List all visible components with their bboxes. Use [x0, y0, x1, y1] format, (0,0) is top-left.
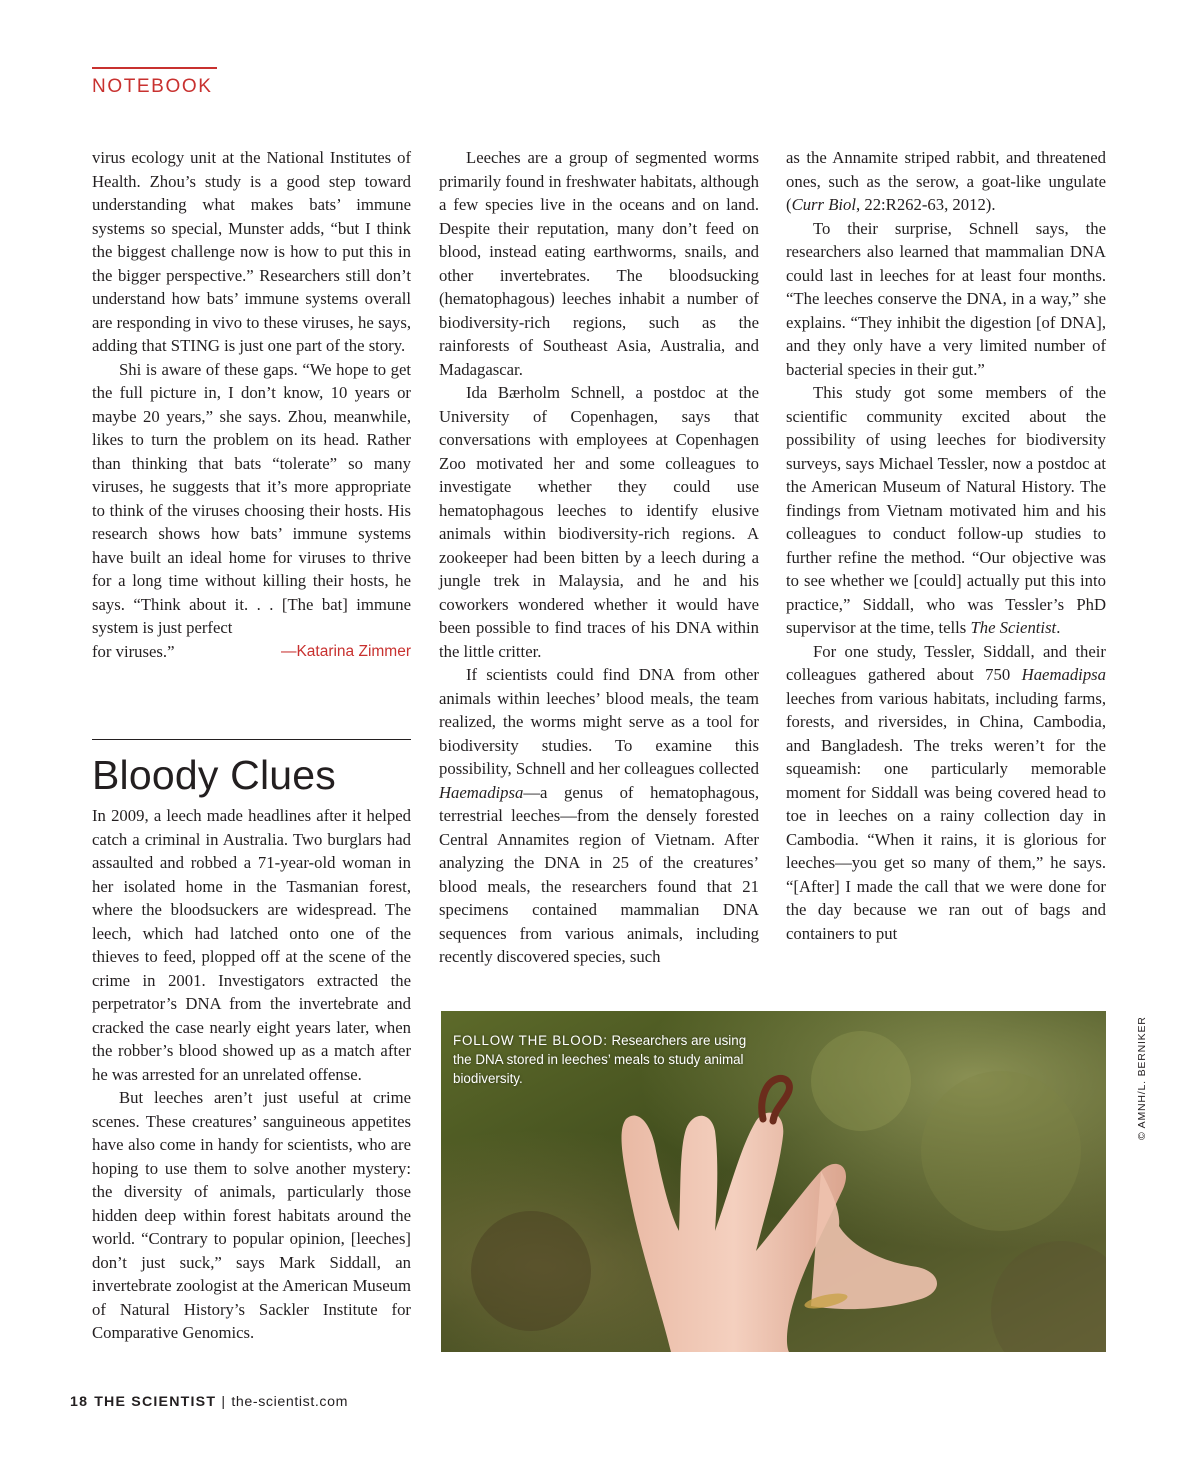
text-run: leeches from various habitats, including farms, forests, and riversides, in China, Cambodia, and Bangladesh. The treks weren’t for the squeamish: one particularly memorable moment for Siddall was being covered head to toe in leeches on a rainy collection day in Cambodia. “When it rains, it is glorious for leeches—you get so many of them,” he says. “[After] I made the call that we were done for the day because we ran out of bags and containers to put: [786, 688, 1106, 943]
page-footer: [70, 1394, 348, 1410]
text-run: This study got some members of the scientific community excited about the possibility of using leeches for biodiversity surveys, says Michael Tessler, now a postdoc at the American Museum of Natural History. The findings from Vietnam motivated him and his colleagues to conduct follow-up studies to further refine the method. “Our objective was to see whether we [could] actually put this into practice,” Siddall, who was Tessler’s PhD supervisor at the time, tells: [786, 383, 1106, 637]
text-run: .: [1056, 618, 1061, 637]
website-url: the-scientist.com: [231, 1394, 349, 1410]
publication-name: The Scientist: [970, 618, 1057, 637]
section-rule: [92, 67, 217, 69]
article-divider: [92, 739, 411, 740]
paragraph: But leeches aren’t just useful at crime scenes. These creatures’ sanguineous appetites have also come in handy for scientists, who are hoping to use them to solve another mystery: the diversity of animals, particularly those hidden deep within forest habitats around the world. “Contrary to popular opinion, [leeches] don’t just suck,” says Mark Siddall, an invertebrate zoologist at the American Museum of Natural History’s Sackler Institute for Comparative Genomics.: [92, 1088, 411, 1342]
paragraph: [786, 640, 1106, 946]
caption-heading: FOLLOW THE BLOOD:: [453, 1033, 608, 1048]
page-number: 18: [70, 1394, 89, 1410]
paragraph-end: for viruses.”: [92, 641, 175, 661]
author-byline: —Katarina Zimmer: [280, 642, 411, 660]
text-run: —a genus of hematophagous, terrestrial leeches—from the densely forested Central Annamites region of Vietnam. After analyzing the DNA in 25 of the creatures’ blood meals, the researchers found that 21 specimens contained mammalian DNA sequences from various animals, including recently discovered species, such: [439, 782, 759, 966]
section-label: NOTEBOOK: [92, 76, 213, 97]
text-run: , 22:R262-63, 2012).: [856, 195, 996, 214]
previous-article-column: [92, 146, 411, 663]
journal-name: Curr Biol: [791, 195, 857, 214]
text-run: For one study, Tessler, Siddall, and their colleagues gathered about 750: [786, 641, 1106, 684]
genus-name: Haemadipsa: [1021, 665, 1106, 684]
paragraph: Ida Bærholm Schnell, a postdoc at the University of Copenhagen, says that conversations with employees at Copenhagen Zoo motivated her and some colleagues to investigate whether they could use hematophagous leeches to identify elusive animals within biodiversity-rich regions. A zookeeper had been bitten by a leech during a jungle trek in Malaysia, and he and his coworkers wondered whether it would have been possible to find traces of his DNA within the little critter.: [439, 383, 759, 661]
article-headline: Bloody Clues: [92, 752, 336, 798]
paragraph: Leeches are a group of segmented worms primarily found in freshwater habitats, although a few species live in the oceans and on land. Despite their reputation, many don’t feed on blood, instead eating earthworms, snails, and other invertebrates. The bloodsucking (hematophagous) leeches inhabit a number of biodiversity-rich regions, such as the rainforests of Southeast Asia, Australia, and Madagascar.: [439, 148, 759, 379]
paragraph: Shi is aware of these gaps. “We hope to get the full picture in, I don’t know, 10 years or maybe 20 years,” she says. Zhou, meanwhile, likes to turn the problem on its head. Rather than thinking that bats “tolerate” so many viruses, he suggests that it’s more appropriate to think of the viruses choosing their hosts. His research shows how bats’ immune systems have built an ideal home for viruses to thrive for a long time without killing their hosts, he says. “Think about it. . . [The bat] immune system is just perfect: [92, 359, 411, 637]
article-column-2: [439, 146, 759, 969]
paragraph: To their surprise, Schnell says, the researchers also learned that mammalian DNA could last in leeches for at least four months. “The leeches conserve the DNA, in a way,” she explains. “They inhibit the digestion [of DNA], and they only have a very limited number of bacterial species in their gut.”: [786, 218, 1106, 379]
article-column-3: [786, 146, 1106, 945]
article-column-1: [92, 804, 411, 1345]
paragraph: virus ecology unit at the National Institutes of Health. Zhou’s study is a good step toward understanding what makes bats’ immune systems so special, Munster adds, “but I think the biggest challenge now is how to put this in the bigger perspective.” Researchers still don’t understand how bats’ immune systems overall are responding in vivo to these viruses, he says, adding that STING is just one part of the story.: [92, 148, 411, 355]
byline-row: [92, 640, 411, 664]
paragraph: [786, 381, 1106, 640]
leech-photo: [441, 1011, 1106, 1352]
caption-text: Researchers are using the DNA stored in leeches’ meals to study animal biodiversity.: [453, 1033, 747, 1086]
paragraph: In 2009, a leech made headlines after it helped catch a criminal in Australia. Two burglars had assaulted and robbed a 71-year-old woman in her isolated home in the Tasmanian forest, where the bloodsuckers are widespread. The leech, which had latched onto one of the thieves to feed, plopped off at the scene of the crime in 2001. Investigators extracted the perpetrator’s DNA from the invertebrate and cracked the case nearly eight years later, when the robber’s blood showed up as a match after he was arrested for an unrelated offense.: [92, 806, 411, 1084]
footer-separator: |: [216, 1394, 232, 1410]
paragraph: [439, 663, 759, 969]
magazine-name: THE SCIENTIST: [94, 1394, 217, 1410]
text-run: If scientists could find DNA from other animals within leeches’ blood meals, the team realized, the worms might serve as a tool for biodiversity studies. To examine this possibility, Schnell and her colleagues collected: [439, 665, 759, 778]
genus-name: Haemadipsa: [439, 782, 524, 802]
photo-credit: © AMNH/L. BERNIKER: [1136, 1016, 1148, 1140]
paragraph: [786, 146, 1106, 217]
text-run: as the Annamite striped rabbit, and threatened ones, such as the serow, a goat-like ungulate (: [786, 148, 1106, 214]
photo-caption: [453, 1031, 763, 1088]
